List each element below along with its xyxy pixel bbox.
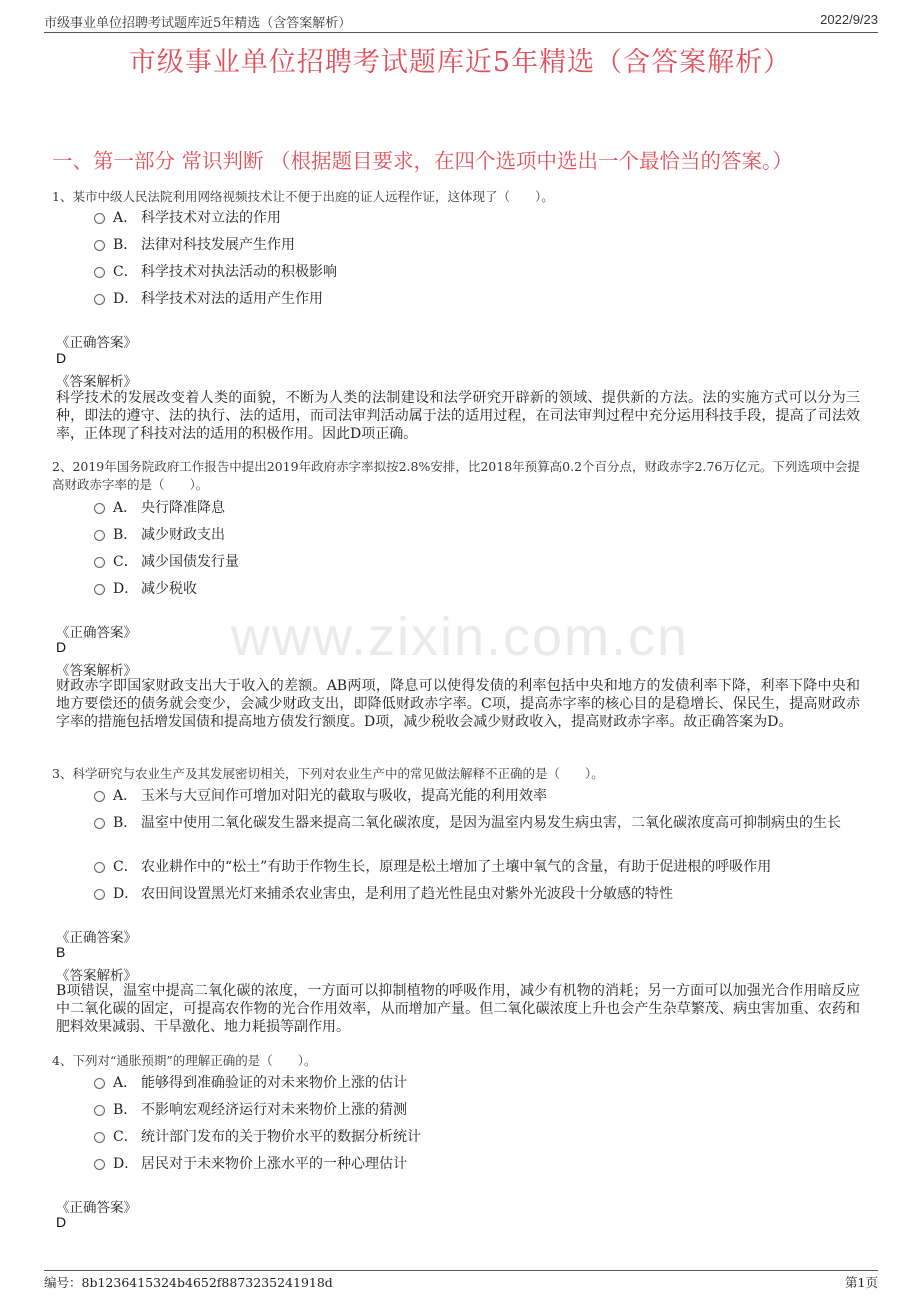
option-text: 减少财政支出 <box>141 527 225 543</box>
option-text: 减少税收 <box>141 581 197 597</box>
option-letter: C． <box>113 264 138 280</box>
answer-label: 《正确答案》 <box>56 930 137 946</box>
radio-icon[interactable] <box>94 791 105 802</box>
option-text: 不影响宏观经济运行对未来物价上涨的猜测 <box>141 1102 407 1118</box>
option-d[interactable] <box>94 576 870 602</box>
option-d[interactable] <box>94 881 870 907</box>
option-letter: B． <box>113 527 138 543</box>
radio-icon[interactable] <box>94 503 105 514</box>
header-doc-title: 市级事业单位招聘考试题库近5年精选（含答案解析） <box>44 16 352 31</box>
option-text: 居民对于未来物价上涨水平的一种心理估计 <box>141 1156 407 1172</box>
radio-icon[interactable] <box>94 1132 105 1143</box>
section-heading: 一、第一部分 常识判断 （根据题目要求，在四个选项中选出一个最恰当的答案。） <box>52 149 793 173</box>
option-text: 法律对科技发展产生作用 <box>141 237 295 253</box>
option-b[interactable] <box>94 1097 870 1123</box>
option-letter: B． <box>113 1102 138 1118</box>
answer-value: D <box>56 1214 67 1230</box>
option-text: 减少国债发行量 <box>141 554 239 570</box>
option-letter: C． <box>113 859 138 875</box>
radio-icon[interactable] <box>94 267 105 278</box>
radio-icon[interactable] <box>94 1078 105 1089</box>
option-c[interactable] <box>94 1124 870 1150</box>
option-text: 玉米与大豆间作可增加对阳光的截取与吸收，提高光能的利用效率 <box>141 788 547 804</box>
option-letter: A． <box>113 1075 138 1091</box>
answer-label: 《正确答案》 <box>56 1200 137 1216</box>
radio-icon[interactable] <box>94 1159 105 1170</box>
option-letter: A． <box>113 500 138 516</box>
option-letter: A． <box>113 788 138 804</box>
option-c[interactable] <box>94 854 870 880</box>
option-c[interactable] <box>94 549 870 575</box>
option-a[interactable] <box>94 1070 870 1096</box>
option-text: 能够得到准确验证的对未来物价上涨的估计 <box>141 1075 407 1091</box>
page-header <box>44 12 878 33</box>
option-text: 央行降准降息 <box>141 500 225 516</box>
analysis-label: 《答案解析》 <box>56 663 137 679</box>
radio-icon[interactable] <box>94 294 105 305</box>
watermark: www.zixin.com.cn <box>230 607 690 667</box>
option-letter: C． <box>113 554 138 570</box>
option-letter: D． <box>113 291 139 307</box>
option-letter: D． <box>113 886 139 902</box>
question-stem: 3、科学研究与农业生产及其发展密切相关，下列对农业生产中的常见做法解释不正确的是（ ）。 <box>52 766 604 781</box>
radio-icon[interactable] <box>94 889 105 900</box>
analysis-label: 《答案解析》 <box>56 968 137 984</box>
option-b[interactable] <box>94 232 870 258</box>
option-d[interactable] <box>94 286 870 312</box>
option-text: 农田间设置黑光灯来捕杀农业害虫，是利用了趋光性昆虫对紫外光波段十分敏感的特性 <box>141 886 673 902</box>
radio-icon[interactable] <box>94 862 105 873</box>
option-letter: B． <box>113 237 138 253</box>
option-a[interactable] <box>94 495 870 521</box>
radio-icon[interactable] <box>94 213 105 224</box>
answer-label: 《正确答案》 <box>56 335 137 351</box>
option-text: 温室中使用二氧化碳发生器来提高二氧化碳浓度，是因为温室内易发生病虫害，二氧化碳浓度高可抑制病虫的生长 <box>141 815 841 831</box>
radio-icon[interactable] <box>94 818 105 829</box>
option-letter: B． <box>113 815 138 831</box>
analysis-text: B项错误，温室中提高二氧化碳的浓度，一方面可以抑制植物的呼吸作用，减少有机物的消耗；另一方面可以加强光合作用暗反应中二氧化碳的固定，可提高农作物的光合作用效率，从而增加产量。但二氧化碳浓度上升也会产生杂草繁茂、病虫害加重、农药和肥料效果减弱、干旱激化、地力耗损等副作用。 <box>56 983 860 1035</box>
page-footer <box>44 1270 878 1291</box>
option-letter: A． <box>113 210 138 226</box>
question-stem: 1、某市中级人民法院利用网络视频技术让不便于出庭的证人远程作证，这体现了（ ）。 <box>52 189 554 204</box>
question-stem: 2、2019年国务院政府工作报告中提出2019年政府赤字率拟按2.8%安排，比2018年预算高0.2个百分点，财政赤字2.76万亿元。下列选项中会提高财政赤字率的是（ ）。 <box>52 459 860 492</box>
option-letter: D． <box>113 1156 139 1172</box>
option-a[interactable] <box>94 205 870 231</box>
analysis-label: 《答案解析》 <box>56 374 137 390</box>
answer-value: D <box>56 350 67 366</box>
option-b[interactable] <box>94 522 870 548</box>
analysis-text: 科学技术的发展改变着人类的面貌，不断为人类的法制建设和法学研究开辟新的领域、提供新的方法。法的实施方式可以分为三种，即法的遵守、法的执行、法的适用，而司法审判活动属于法的适用过程，在司法审判过程中充分运用科技手段，提高了司法效率，正体现了科技对法的适用的积极作用。因此D项正确。 <box>56 390 860 442</box>
radio-icon[interactable] <box>94 1105 105 1116</box>
answer-label: 《正确答案》 <box>56 625 137 641</box>
radio-icon[interactable] <box>94 584 105 595</box>
question-stem: 4、下列对“通胀预期”的理解正确的是（ ）。 <box>52 1053 317 1068</box>
option-d[interactable] <box>94 1151 870 1177</box>
option-c[interactable] <box>94 259 870 285</box>
option-text: 科学技术对执法活动的积极影响 <box>141 264 337 280</box>
option-a[interactable] <box>94 783 870 809</box>
radio-icon[interactable] <box>94 557 105 568</box>
page-number: 第1页 <box>845 1275 878 1290</box>
analysis-text: 财政赤字即国家财政支出大于收入的差额。AB两项，降息可以使得发债的利率包括中央和地方的发债利率下降，利率下降中央和地方要偿还的债务就会变少，会减少财政支出，即降低财政赤字率。C项，提高赤字率的核心目的是稳增长、保民生，提高财政赤字率的措施包括增发国债和提高地方债发行额度。D项，减少税收会减少财政收入，提高财政赤字率。故正确答案为D。 <box>56 678 860 730</box>
document-code: 编号：8b1236415324b4652f8873235241918d <box>44 1275 333 1290</box>
answer-value: B <box>56 944 66 960</box>
option-text: 农业耕作中的“松土”有助于作物生长，原理是松土增加了土壤中氧气的含量，有助于促进根的呼吸作用 <box>141 859 772 875</box>
option-text: 统计部门发布的关于物价水平的数据分析统计 <box>141 1129 421 1145</box>
document-title: 市级事业单位招聘考试题库近5年精选（含答案解析） <box>128 47 792 78</box>
option-text: 科学技术对法的适用产生作用 <box>141 291 323 307</box>
answer-value: D <box>56 639 67 655</box>
option-letter: C． <box>113 1129 138 1145</box>
option-b[interactable] <box>94 810 870 836</box>
option-text: 科学技术对立法的作用 <box>141 210 281 226</box>
header-date: 2022/9/23 <box>820 12 878 27</box>
radio-icon[interactable] <box>94 240 105 251</box>
option-letter: D． <box>113 581 139 597</box>
radio-icon[interactable] <box>94 530 105 541</box>
